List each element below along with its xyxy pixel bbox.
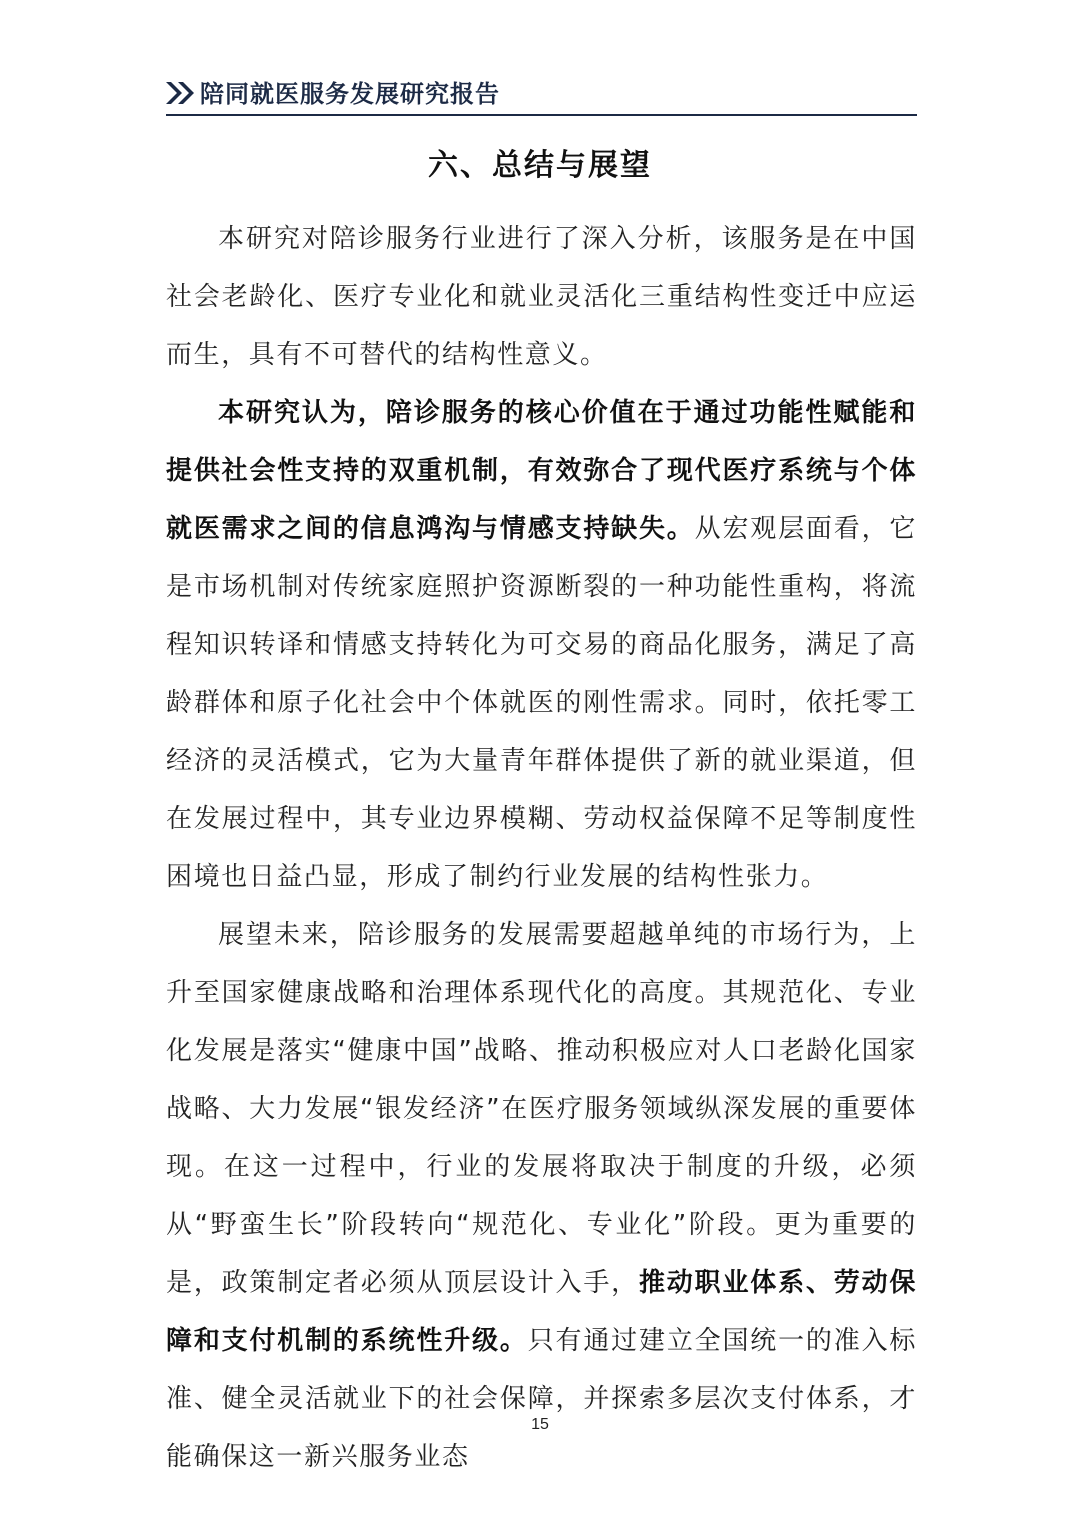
paragraph-text-bold: 推动职业体系、劳动保障和支付机制的系统性升级。	[166, 1268, 917, 1356]
paragraph-text: 本研究对陪诊服务行业进行了深入分析，该服务是在中国社会老龄化、医疗专业化和就业灵活化三重结构性变迁中应运而生，具有不可替代的结构性意义。	[166, 224, 917, 370]
header-divider	[166, 114, 917, 116]
paragraph	[166, 210, 917, 384]
page-header	[166, 70, 917, 114]
report-title: 陪同就医服务发展研究报告	[200, 79, 500, 108]
paragraph-text-bold: 本研究认为，陪诊服务的核心价值在于通过功能性赋能和提供社会性支持的双重机制，有效弥合了现代医疗系统与个体就医需求之间的信息鸿沟与情感支持缺失。	[166, 398, 917, 544]
paragraph-text: 从宏观层面看，它是市场机制对传统家庭照护资源断裂的一种功能性重构，将流程知识转译和情感支持转化为可交易的商品化服务，满足了高龄群体和原子化社会中个体就医的刚性需求。同时，依托零工经济的灵活模式，它为大量青年群体提供了新的就业渠道，但在发展过程中，其专业边界模糊、劳动权益保障不足等制度性困境也日益凸显，形成了制约行业发展的结构性张力。	[166, 514, 917, 892]
paragraph	[166, 906, 917, 1486]
section-title: 六、总结与展望	[428, 148, 652, 183]
double-chevron-right-icon	[166, 80, 196, 106]
body-text	[166, 210, 917, 1486]
page-number: 15	[531, 1416, 549, 1433]
paragraph	[166, 384, 917, 906]
paragraph-text: 只有通过建立全国统一的准入标准、健全灵活就业下的社会保障，并探索多层次支付体系，才能确保这一新兴服务业态	[166, 1326, 917, 1472]
paragraph-text: 展望未来，陪诊服务的发展需要超越单纯的市场行为，上升至国家健康战略和治理体系现代化的高度。其规范化、专业化发展是落实“健康中国”战略、推动积极应对人口老龄化国家战略、大力发展“银发经济”在医疗服务领域纵深发展的重要体现。在这一过程中，行业的发展将取决于制度的升级，必须从“野蛮生长”阶段转向“规范化、专业化”阶段。更为重要的是，政策制定者必须从顶层设计入手，	[166, 920, 917, 1298]
